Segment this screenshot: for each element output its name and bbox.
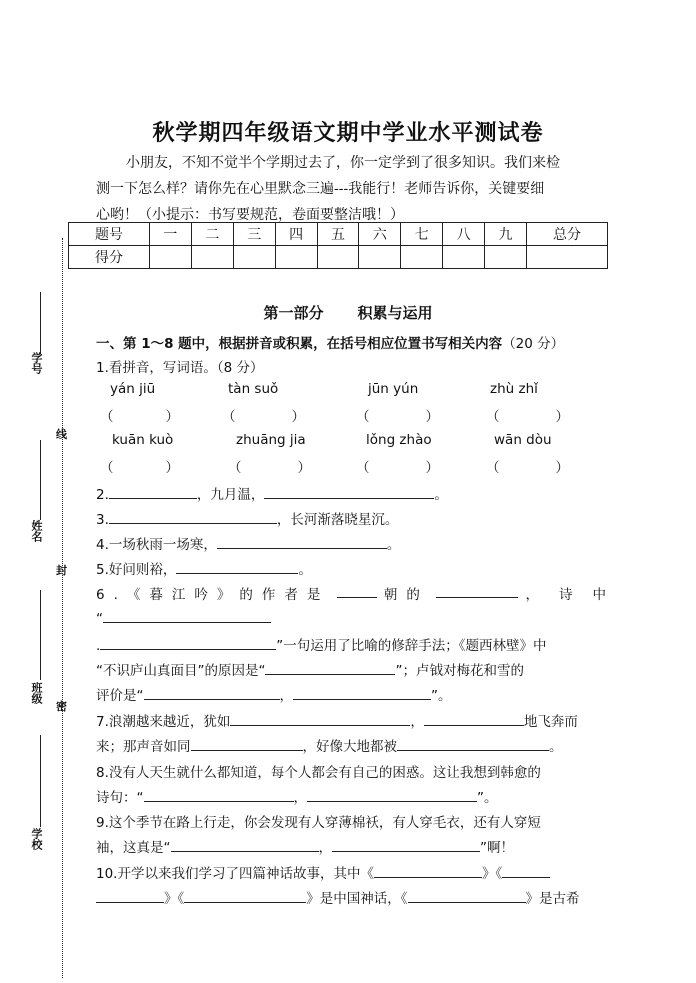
- answer-blank[interactable]: [264, 484, 434, 499]
- score-cell[interactable]: [443, 246, 485, 269]
- name-blank[interactable]: [40, 440, 41, 520]
- answer-blank[interactable]: [217, 534, 387, 549]
- pinyin-5: kuān kuò: [112, 432, 174, 448]
- header-cell: 六: [359, 223, 401, 246]
- seal-mark-feng: 封: [56, 564, 67, 577]
- score-cell[interactable]: [317, 246, 359, 269]
- q9-line-1: 9.这个季节在路上行走，你会发现有人穿薄棉袄，有人穿毛衣，还有人穿短: [96, 815, 541, 831]
- header-cell: 一: [149, 223, 191, 246]
- answer-paren-3[interactable]: （ ）: [356, 409, 439, 425]
- answer-blank[interactable]: [103, 608, 271, 623]
- score-cell[interactable]: [401, 246, 443, 269]
- pinyin-1: yán jiū: [110, 381, 156, 397]
- answer-blank[interactable]: [337, 583, 377, 598]
- school-label: 学校: [30, 828, 43, 850]
- score-cell[interactable]: [149, 246, 191, 269]
- q8-line-1: 8.没有人天生就什么都知道，每个人都会有自己的困惑。这让我想到韩愈的: [96, 765, 541, 781]
- score-cell[interactable]: [191, 246, 233, 269]
- score-row-label: 得分: [69, 246, 150, 269]
- intro-line-3: 心哟！（小提示：书写要规范，卷面要整洁哦！）: [96, 207, 404, 223]
- q8-line-2: 诗句：“ ， ”。: [96, 786, 626, 806]
- answer-blank[interactable]: [408, 888, 526, 903]
- seal-mark-mi: 密: [56, 700, 67, 713]
- header-cell: 七: [401, 223, 443, 246]
- intro-paragraph: [96, 150, 636, 228]
- answer-blank[interactable]: [109, 484, 197, 499]
- answer-blank[interactable]: [100, 635, 276, 650]
- header-cell: 二: [191, 223, 233, 246]
- q6-line-3: . ”一句运用了比喻的修辞手法；《题西林壁》中: [96, 634, 626, 654]
- q6-line-1: 6.《暮江吟》的作者是 朝的 ，诗中: [96, 583, 626, 603]
- answer-blank[interactable]: [144, 685, 280, 700]
- answer-blank[interactable]: [307, 787, 477, 802]
- q5-line: 5.好问则裕， 。: [96, 558, 626, 578]
- score-cell[interactable]: [275, 246, 317, 269]
- question-group-heading: 一、第 1～8 题中，根据拼音或积累，在括号相应位置书写相关内容（20 分）: [96, 336, 565, 352]
- answer-paren-2[interactable]: （ ）: [222, 409, 305, 425]
- q6-line-4: “不识庐山真面目”的原因是“ ”；卢钺对梅花和雪的: [96, 659, 626, 679]
- answer-paren-7[interactable]: （ ）: [356, 460, 439, 476]
- name-label: 姓名: [30, 520, 43, 542]
- pinyin-3: jūn yún: [368, 381, 419, 397]
- pinyin-2: tàn suǒ: [228, 381, 279, 397]
- intro-line-2: 测一下怎么样？请你先在心里默念三遍---我能行！老师告诉你，关键要细: [96, 181, 545, 197]
- class-label: 班级: [30, 682, 43, 704]
- score-cell[interactable]: [233, 246, 275, 269]
- seal-mark-xian: 线: [56, 428, 67, 441]
- q4-line: 4.一场秋雨一场寒， 。: [96, 533, 626, 553]
- header-cell: 题号: [69, 223, 150, 246]
- header-cell: 三: [233, 223, 275, 246]
- pinyin-8: wān dòu: [494, 432, 552, 448]
- header-cell: 八: [443, 223, 485, 246]
- header-cell: 五: [317, 223, 359, 246]
- score-table: [68, 222, 608, 269]
- answer-paren-5[interactable]: （ ）: [100, 460, 179, 476]
- answer-blank[interactable]: [96, 888, 164, 903]
- answer-blank[interactable]: [293, 685, 431, 700]
- answer-paren-8[interactable]: （ ）: [486, 460, 569, 476]
- score-cell[interactable]: [527, 246, 608, 269]
- q10-line-2: 》《 》是中国神话，《 》是古希: [96, 887, 626, 907]
- score-row: [69, 246, 608, 269]
- header-cell: 四: [275, 223, 317, 246]
- q6-line-2: “: [96, 608, 626, 627]
- q7-line-1: 7.浪潮越来越近，犹如 ， 地飞奔而: [96, 710, 626, 730]
- score-cell[interactable]: [359, 246, 401, 269]
- answer-blank[interactable]: [332, 837, 480, 852]
- pinyin-6: zhuāng jia: [236, 432, 306, 448]
- section-name: 积累与运用: [357, 304, 433, 322]
- q2-line: 2. ，九月温， 。: [96, 483, 626, 503]
- answer-blank[interactable]: [397, 736, 549, 751]
- binding-line: [62, 238, 63, 978]
- answer-blank[interactable]: [171, 837, 319, 852]
- header-cell: 总分: [527, 223, 608, 246]
- section-part: 第一部分: [263, 304, 324, 322]
- answer-blank[interactable]: [265, 660, 395, 675]
- q3-line: 3. ，长河渐落晓星沉。: [96, 508, 626, 528]
- q1-label: 1.看拼音，写词语。（8 分）: [96, 360, 264, 376]
- answer-paren-6[interactable]: （ ）: [228, 460, 311, 476]
- answer-blank[interactable]: [436, 583, 518, 598]
- pinyin-7: lǒng zhào: [366, 432, 432, 448]
- answer-blank[interactable]: [184, 888, 306, 903]
- answer-blank[interactable]: [424, 711, 524, 726]
- intro-line-1: 小朋友，不知不觉半个学期过去了，你一定学到了很多知识。我们来检: [126, 155, 560, 171]
- answer-paren-1[interactable]: （ ）: [100, 409, 179, 425]
- class-blank[interactable]: [40, 590, 41, 680]
- q7-line-2: 来；那声音如同 ，好像大地都被 。: [96, 735, 626, 755]
- answer-blank[interactable]: [176, 559, 298, 574]
- answer-blank[interactable]: [109, 509, 277, 524]
- answer-blank[interactable]: [144, 787, 294, 802]
- q10-line-1: 10.开学以来我们学习了四篇神话故事，其中《 》《: [96, 862, 626, 882]
- score-cell[interactable]: [485, 246, 527, 269]
- header-cell: 九: [485, 223, 527, 246]
- answer-blank[interactable]: [230, 711, 410, 726]
- section-heading: [0, 302, 696, 323]
- q9-line-2: 袖，这真是“ ， ”啊！: [96, 836, 626, 856]
- student-no-label: 学号: [30, 352, 43, 374]
- answer-blank[interactable]: [374, 863, 482, 878]
- score-header-row: [69, 223, 608, 246]
- pinyin-4: zhù zhǐ: [490, 381, 538, 397]
- answer-blank[interactable]: [502, 863, 550, 878]
- school-blank[interactable]: [40, 735, 41, 827]
- page-title: 秋学期四年级语文期中学业水平测试卷: [152, 120, 544, 146]
- answer-paren-4[interactable]: （ ）: [486, 409, 569, 425]
- answer-blank[interactable]: [191, 736, 303, 751]
- q6-line-5: 评价是“ ， ”。: [96, 684, 626, 704]
